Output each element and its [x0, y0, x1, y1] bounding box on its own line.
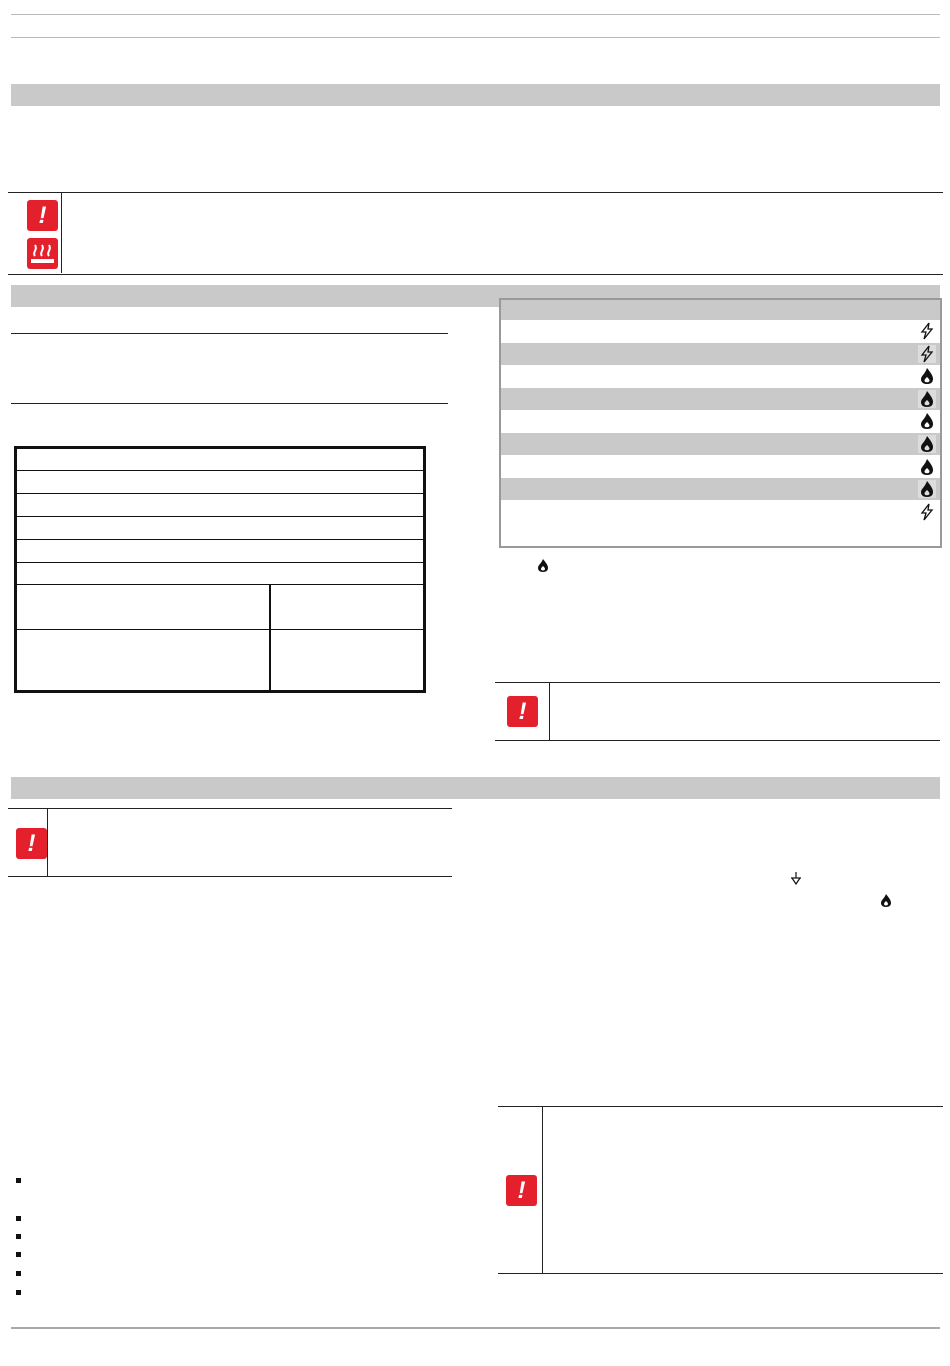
left-rule-1: [11, 333, 448, 334]
warning-exclamation-icon: !: [506, 1175, 537, 1206]
table-row: [501, 320, 940, 342]
gas-flame-icon: [537, 558, 549, 572]
table-row: [501, 433, 940, 455]
table-row: [501, 478, 940, 500]
right-warning-top-rule: [498, 1106, 943, 1107]
left-warning-top-rule: [8, 808, 452, 809]
left-warning-bottom-rule: [8, 876, 452, 877]
spec-row: [17, 630, 423, 690]
spec-cell-divider: [269, 630, 271, 690]
table-row: [501, 456, 940, 478]
spec-row: [17, 563, 423, 585]
spec-row: [17, 517, 423, 540]
right-warning-divider: [542, 1107, 543, 1274]
right-warning-divider: [549, 683, 550, 741]
warning-exclamation-icon: !: [16, 828, 47, 859]
header-top-rule: [11, 14, 940, 15]
table-row: [501, 365, 940, 387]
list-bullet: [16, 1271, 21, 1276]
section-title: [11, 781, 17, 795]
spec-row: [17, 449, 423, 471]
list-bullet: [16, 1234, 21, 1239]
list-bullet: [16, 1252, 21, 1257]
spec-row: [17, 471, 423, 494]
gas-flame-icon: [918, 412, 936, 430]
gas-flame-icon: [918, 390, 936, 408]
table-row: [501, 501, 940, 523]
list-bullet: [16, 1178, 21, 1183]
warning-box-top-rule: [8, 192, 943, 193]
table-row: [501, 410, 940, 432]
warning-exclamation-icon: !: [27, 200, 58, 231]
warning-exclamation-icon: !: [507, 696, 538, 727]
earth-ground-icon: [790, 872, 802, 886]
table-row: [501, 388, 940, 410]
left-warning-divider: [47, 809, 48, 877]
section-title: [11, 289, 17, 303]
table-row: [501, 343, 940, 365]
right-warning-top-rule: [495, 682, 940, 683]
gas-flame-icon: [918, 458, 936, 476]
list-bullet: [16, 1290, 21, 1295]
lightning-bolt-icon: [918, 503, 936, 521]
spec-cell-divider: [269, 585, 271, 629]
left-rule-2: [11, 403, 448, 404]
warning-box-bottom-rule: [8, 274, 943, 275]
list-bullet: [16, 1216, 21, 1221]
spec-row: [17, 585, 423, 630]
spec-table: [14, 446, 426, 693]
right-warning-bottom-rule: [495, 740, 940, 741]
warning-box-divider: [61, 193, 62, 273]
hot-surface-icon: [27, 238, 58, 269]
section-bar-3: [11, 777, 940, 799]
section-title: [11, 88, 17, 102]
footer-rule: [11, 1327, 940, 1329]
right-warning-bottom-rule: [498, 1273, 943, 1274]
table-header-row: [501, 300, 940, 320]
gas-flame-icon: [918, 480, 936, 498]
header-bottom-rule: [11, 37, 940, 38]
spec-row: [17, 494, 423, 517]
section-bar-1: [11, 84, 940, 106]
gas-flame-icon: [880, 893, 892, 907]
lightning-bolt-icon: [918, 322, 936, 340]
spec-row: [17, 540, 423, 563]
lightning-bolt-icon: [918, 345, 936, 363]
gas-flame-icon: [918, 435, 936, 453]
gas-electric-table: [499, 298, 942, 548]
gas-flame-icon: [918, 367, 936, 385]
